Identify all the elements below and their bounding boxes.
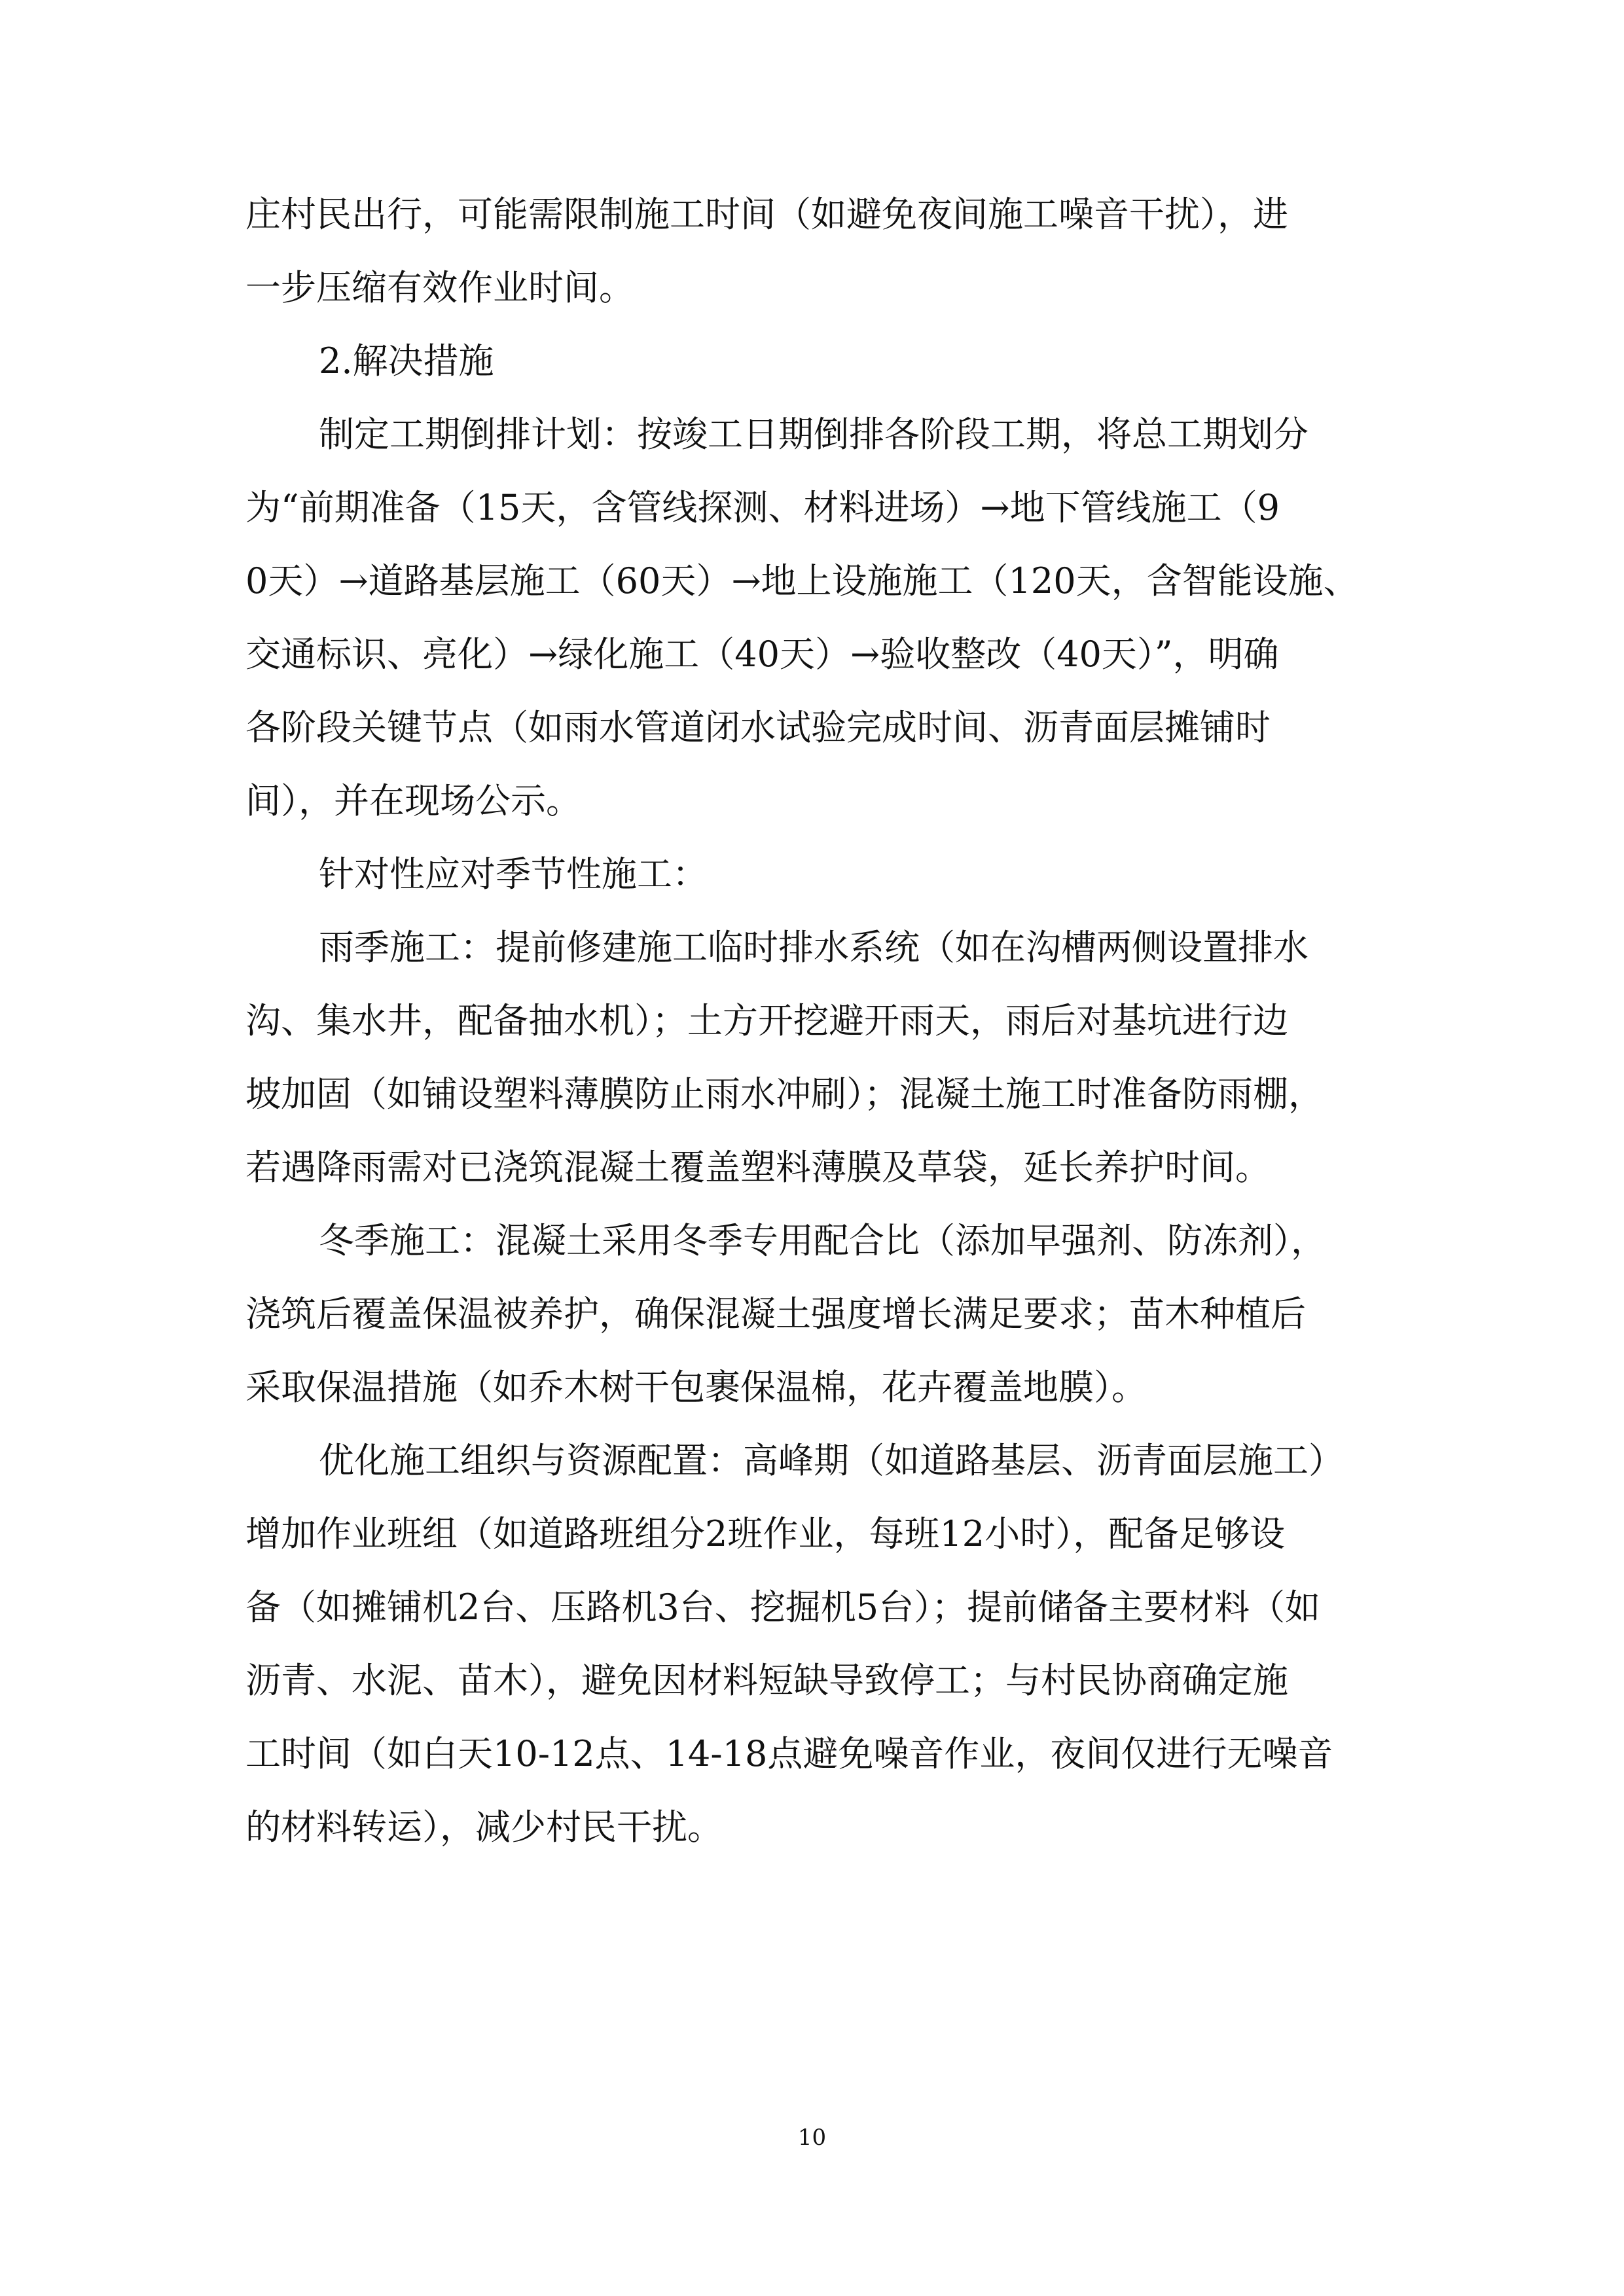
- section-heading: 2.解决措施: [319, 340, 494, 382]
- paragraph-line: 交通标识、亮化）→绿化施工（40天）→验收整改（40天）”，明确: [245, 634, 1279, 675]
- paragraph-line: 沟、集水井，配备抽水机）；土方开挖避开雨天，雨后对基坑进行边: [245, 1000, 1288, 1041]
- paragraph-line: 采取保温措施（如乔木树干包裹保温棉，花卉覆盖地膜）。: [245, 1367, 1147, 1408]
- paragraph-line: 间），并在现场公示。: [245, 780, 581, 821]
- paragraph-line: 浇筑后覆盖保温被养护，确保混凝土强度增长满足要求；苗木种植后: [245, 1293, 1306, 1335]
- paragraph-line: 为“前期准备（15天，含管线探测、材料进场）→地下管线施工（9: [245, 487, 1280, 528]
- paragraph-line: 制定工期倒排计划：按竣工日期倒排各阶段工期，将总工期划分: [319, 414, 1308, 455]
- paragraph-line: 一步压缩有效作业时间。: [245, 267, 634, 308]
- paragraph-line: 庄村民出行，可能需限制施工时间（如避免夜间施工噪音干扰），进: [245, 194, 1288, 235]
- paragraph-line: 优化施工组织与资源配置：高峰期（如道路基层、沥青面层施工）: [319, 1440, 1344, 1481]
- paragraph-line: 冬季施工：混凝土采用冬季专用配合比（添加早强剂、防冻剂），: [319, 1220, 1326, 1261]
- paragraph-line: 0天）→道路基层施工（60天）→地上设施施工（120天，含智能设施、: [245, 560, 1359, 601]
- paragraph-line: 各阶段关键节点（如雨水管道闭水试验完成时间、沥青面层摊铺时: [245, 707, 1271, 748]
- page-number: 10: [797, 2125, 827, 2151]
- paragraph-line: 增加作业班组（如道路班组分2班作业，每班12小时），配备足够设: [245, 1513, 1286, 1554]
- paragraph-line: 雨季施工：提前修建施工临时排水系统（如在沟槽两侧设置排水: [319, 927, 1308, 968]
- body-text: [245, 178, 1392, 1864]
- paragraph-line: 坡加固（如铺设塑料薄膜防止雨水冲刷）；混凝土施工时准备防雨棚，: [245, 1073, 1324, 1115]
- paragraph-line: 沥青、水泥、苗木），避免因材料短缺导致停工；与村民协商确定施: [245, 1660, 1288, 1701]
- paragraph-line: 若遇降雨需对已浇筑混凝土覆盖塑料薄膜及草袋，延长养护时间。: [245, 1147, 1271, 1188]
- paragraph-line: 针对性应对季节性施工：: [319, 853, 708, 895]
- paragraph-line: 备（如摊铺机2台、压路机3台、挖掘机5台）；提前储备主要材料（如: [245, 1587, 1321, 1628]
- paragraph-line: 的材料转运），减少村民干扰。: [245, 1806, 723, 1848]
- paragraph-line: 工时间（如白天10-12点、14-18点避免噪音作业，夜间仅进行无噪音: [245, 1733, 1333, 1774]
